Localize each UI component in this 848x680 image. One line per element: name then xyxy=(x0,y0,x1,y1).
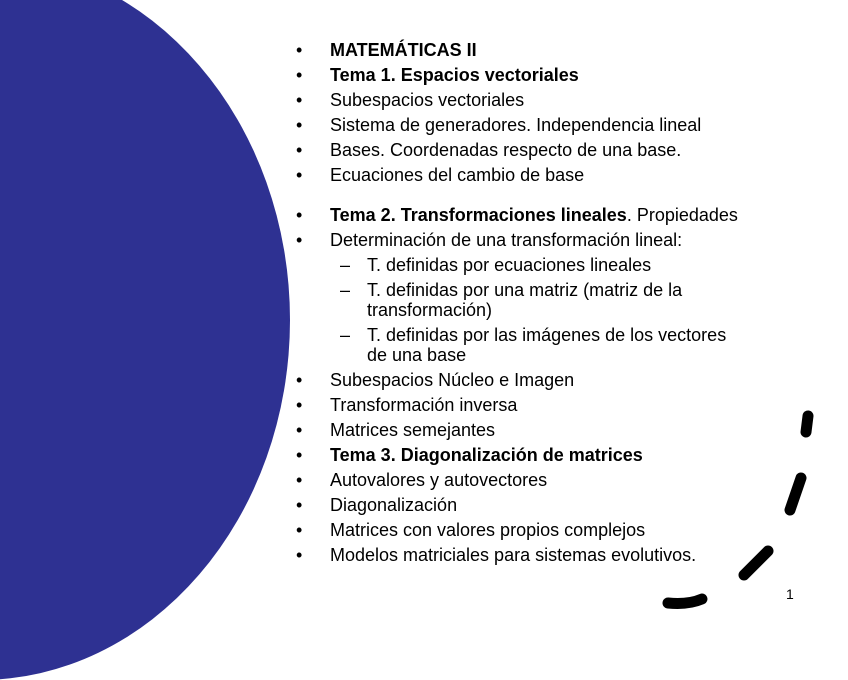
bullet: • xyxy=(296,165,303,185)
list-item xyxy=(292,518,812,543)
list-item xyxy=(292,493,812,518)
sub-list-item xyxy=(292,323,747,368)
bullet: • xyxy=(296,470,303,490)
bullet: • xyxy=(296,230,303,250)
bullet: • xyxy=(296,140,303,160)
item-text: Diagonalización xyxy=(330,495,458,515)
list-item xyxy=(292,418,812,443)
list-item-title xyxy=(292,38,812,63)
list-item-topic-3 xyxy=(292,443,812,468)
list-item xyxy=(292,468,812,493)
bullet: • xyxy=(296,420,303,440)
item-text: Determinación de una transformación lineal: xyxy=(330,230,683,250)
bullet: • xyxy=(296,520,303,540)
bullet: • xyxy=(296,205,303,225)
item-text: Matrices semejantes xyxy=(330,420,496,440)
item-text: Bases. Coordenadas respecto de una base. xyxy=(330,140,682,160)
item-bold-text: Tema 3. Diagonalización de matrices xyxy=(330,445,643,465)
item-bold-text: Tema 1. Espacios vectoriales xyxy=(330,65,579,85)
bullet: • xyxy=(296,445,303,465)
list-item xyxy=(292,113,812,138)
list-item-topic-2 xyxy=(292,203,812,228)
item-text: T. definidas por ecuaciones lineales xyxy=(367,255,652,275)
list-item xyxy=(292,393,812,418)
dash-4 xyxy=(668,599,702,604)
item-text: Autovalores y autovectores xyxy=(330,470,548,490)
slide-content xyxy=(292,38,812,568)
list-item xyxy=(292,543,812,568)
bullet: • xyxy=(296,495,303,515)
item-text: Sistema de generadores. Independencia lineal xyxy=(330,115,702,135)
dash-bullet: – xyxy=(340,255,351,275)
item-text: T. definidas por las imágenes de los vectores de una base xyxy=(367,325,727,365)
list-item xyxy=(292,228,812,253)
item-text: Subespacios Núcleo e Imagen xyxy=(330,370,575,390)
list-item xyxy=(292,138,812,163)
item-text: Transformación inversa xyxy=(330,395,518,415)
sub-list-item xyxy=(292,278,747,323)
page-number: 1 xyxy=(786,586,794,602)
dash-bullet: – xyxy=(340,280,351,300)
sub-list-item xyxy=(292,253,747,278)
item-text: Modelos matriciales para sistemas evolutivos. xyxy=(330,545,697,565)
bullet: • xyxy=(296,40,303,60)
list-item xyxy=(292,163,812,188)
bullet: • xyxy=(296,395,303,415)
item-text: Matrices con valores propios complejos xyxy=(330,520,646,540)
item-text: Ecuaciones del cambio de base xyxy=(330,165,585,185)
list-item xyxy=(292,368,812,393)
bullet: • xyxy=(296,90,303,110)
dash-bullet: – xyxy=(340,325,351,345)
item-text: T. definidas por una matriz (matriz de la transformación) xyxy=(367,280,683,320)
bullet: • xyxy=(296,545,303,565)
item-bold-text: Tema 2. Transformaciones lineales xyxy=(330,205,627,225)
item-text: . Propiedades xyxy=(626,205,738,225)
item-text: Subespacios vectoriales xyxy=(330,90,525,110)
bullet: • xyxy=(296,115,303,135)
bullet: • xyxy=(296,65,303,85)
list-item-topic-1 xyxy=(292,63,812,88)
bullet: • xyxy=(296,370,303,390)
item-bold-text: MATEMÁTICAS II xyxy=(330,40,477,60)
list-item xyxy=(292,88,812,113)
